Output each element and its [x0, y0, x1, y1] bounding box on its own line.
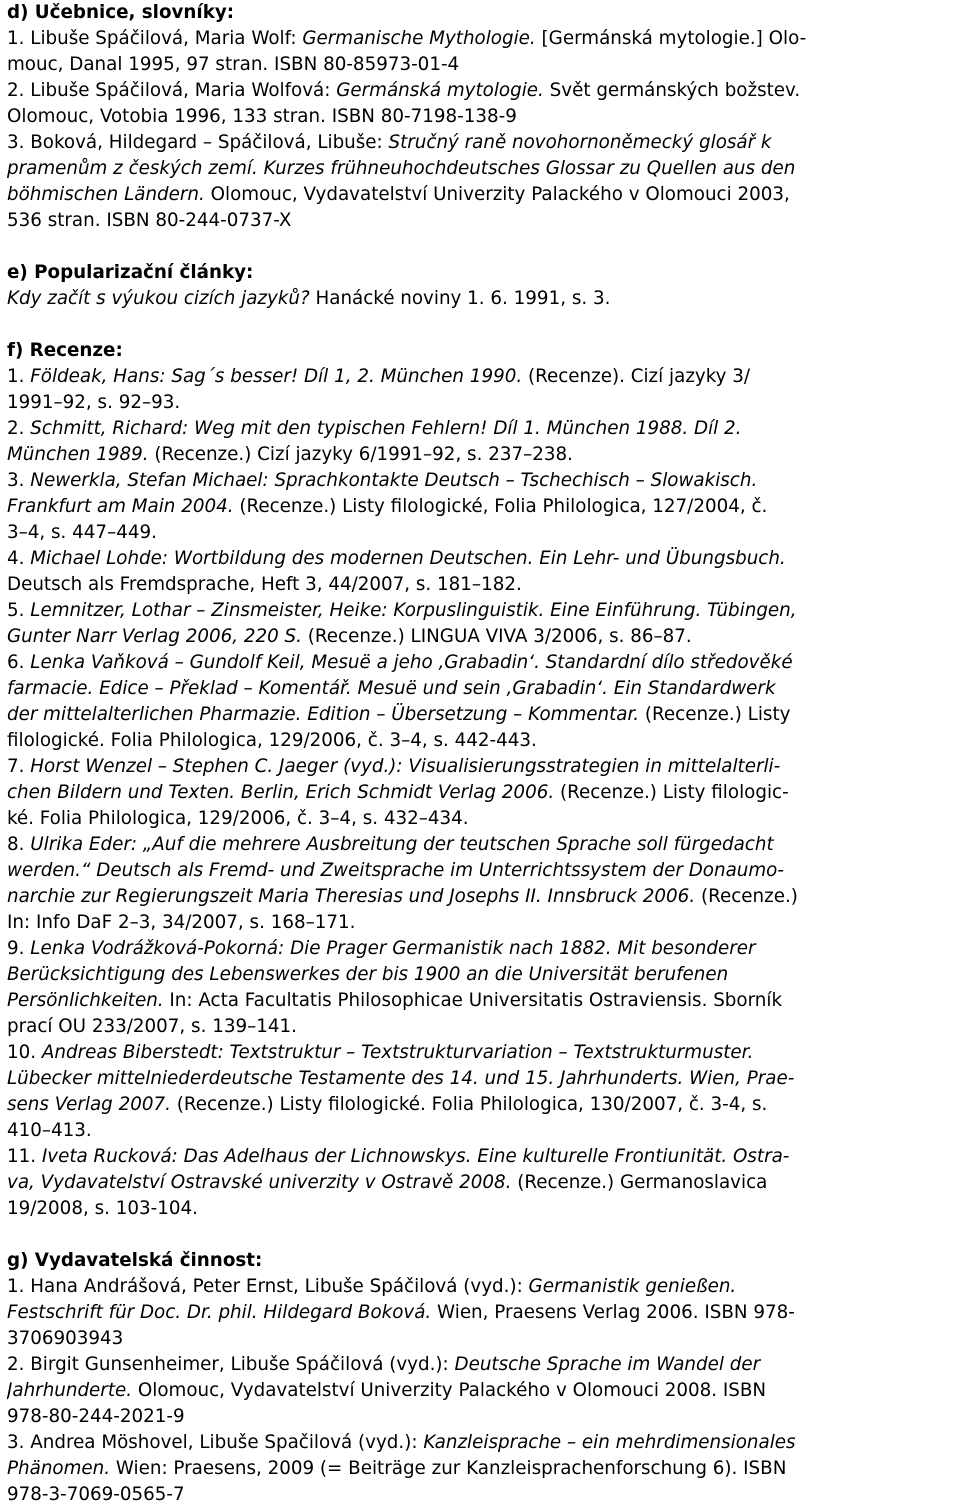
text-run: [Germánská mytologie.] Olo-: [535, 28, 807, 49]
italic-run: Festschrift für Doc. Dr. phil. Hildegard Boková.: [7, 1302, 432, 1323]
entry-line: [7, 1326, 952, 1352]
text-run: 1991–92, s. 92–93.: [7, 392, 181, 413]
text-run: 1.: [7, 366, 31, 387]
text-run: 6.: [7, 652, 31, 673]
entry-line: [7, 78, 952, 104]
text-run: 19/2008, s. 103-104.: [7, 1198, 198, 1219]
text-run: Hanácké noviny 1. 6. 1991, s. 3.: [309, 288, 611, 309]
italic-run: Lemnitzer, Lothar – Zinsmeister, Heike: Korpuslinguistik. Eine Einführung. Tübingen,: [30, 600, 797, 621]
text-run: (Recenze.) Listy filologic-: [554, 782, 789, 803]
text-run: prací OU 233/2007, s. 139–141.: [7, 1016, 297, 1037]
entry-line: [7, 26, 952, 52]
text-run: Olomouc, Vydavatelství Univerzity Palackého v Olomouci 2003,: [204, 184, 790, 205]
entry-line: [7, 1014, 952, 1040]
text-run: (Recenze.) Listy filologické. Folia Philologica, 130/2007, č. 3-4, s.: [170, 1094, 768, 1115]
spacer: [7, 234, 952, 260]
italic-run: va, Vydavatelství Ostravské univerzity v Ostravě 2008.: [7, 1172, 512, 1193]
entry-line: [7, 1118, 952, 1144]
entry-line: [7, 130, 952, 156]
entry-line: [7, 416, 952, 442]
entry-line: [7, 1378, 952, 1404]
entry-line: [7, 1170, 952, 1196]
text-run: In: Info DaF 2–3, 34/2007, s. 168–171.: [7, 912, 356, 933]
italic-run: Frankfurt am Main 2004.: [7, 496, 234, 517]
entry-line: [7, 520, 952, 546]
entry-line: [7, 52, 952, 78]
italic-run: Persönlichkeiten.: [7, 990, 164, 1011]
text-run: 10.: [7, 1042, 42, 1063]
entry-line: [7, 546, 952, 572]
section-textbooks: [7, 0, 952, 234]
italic-run: Deutsche Sprache im Wandel der: [454, 1354, 761, 1375]
italic-run: Kanzleisprache – ein mehrdimensionales: [423, 1432, 796, 1453]
entry-line: [7, 936, 952, 962]
italic-run: Horst Wenzel – Stephen C. Jaeger (vyd.): Visualisierungsstrategien in mittelalterli-: [30, 756, 781, 777]
text-run: 3.: [7, 470, 31, 491]
text-run: 3706903943: [7, 1328, 124, 1349]
section-heading: e) Popularizační články:: [7, 262, 254, 283]
entry-line: [7, 1300, 952, 1326]
spacer: [7, 1222, 952, 1248]
text-run: 11.: [7, 1146, 42, 1167]
text-run: (Recenze.) Cizí jazyky 6/1991–92, s. 237–238.: [148, 444, 573, 465]
entry-line: [7, 1144, 952, 1170]
text-run: (Recenze.) Listy filologické, Folia Philologica, 127/2004, č.: [233, 496, 768, 517]
italic-run: Kdy začít s výukou cizích jazyků?: [7, 288, 310, 309]
text-run: ké. Folia Philologica, 129/2006, č. 3–4, s. 432–434.: [7, 808, 469, 829]
text-run: (Recenze.) Listy: [639, 704, 791, 725]
text-run: 1. Hana Andrášová, Peter Ernst, Libuše Spáčilová (vyd.):: [7, 1276, 529, 1297]
text-run: 8.: [7, 834, 31, 855]
entry-line: [7, 1066, 952, 1092]
italic-run: pramenům z českých zemí. Kurzes frühneuhochdeutsches Glossar zu Quellen aus den: [7, 158, 796, 179]
text-run: 410–413.: [7, 1120, 92, 1141]
text-run: 3. Boková, Hildegard – Spáčilová, Libuše:: [7, 132, 389, 153]
text-run: (Recenze.): [695, 886, 798, 907]
section-heading: d) Učebnice, slovníky:: [7, 2, 235, 23]
italic-run: Newerkla, Stefan Michael: Sprachkontakte Deutsch – Tschechisch – Slowakisch.: [30, 470, 758, 491]
italic-run: der mittelalterlichen Pharmazie. Edition – Übersetzung – Kommentar.: [7, 704, 640, 725]
entry-line: [7, 598, 952, 624]
italic-run: Michael Lohde: Wortbildung des modernen Deutschen. Ein Lehr- und Übungsbuch.: [30, 548, 786, 569]
entry-line: [7, 728, 952, 754]
spacer: [7, 312, 952, 338]
italic-run: narchie zur Regierungszeit Maria Theresias und Josephs II. Innsbruck 2006.: [7, 886, 696, 907]
italic-run: Lenka Vodrážková-Pokorná: Die Prager Germanistik nach 1882. Mit besonderer: [30, 938, 756, 959]
italic-run: böhmischen Ländern.: [7, 184, 205, 205]
italic-run: Germánská mytologie.: [336, 80, 544, 101]
text-run: Olomouc, Vydavatelství Univerzity Palackého v Olomouci 2008. ISBN: [132, 1380, 767, 1401]
entry-line: [7, 182, 952, 208]
entry-line: [7, 754, 952, 780]
italic-run: chen Bildern und Texten. Berlin, Erich Schmidt Verlag 2006.: [7, 782, 555, 803]
text-run: Olomouc, Votobia 1996, 133 stran. ISBN 80-7198-138-9: [7, 106, 517, 127]
text-run: Deutsch als Fremdsprache, Heft 3, 44/2007, s. 181–182.: [7, 574, 522, 595]
entry-line: [7, 910, 952, 936]
text-run: 1. Libuše Spáčilová, Maria Wolf:: [7, 28, 303, 49]
entry-line: [7, 1404, 952, 1430]
entry-line: [7, 156, 952, 182]
text-run: 3. Andrea Möshovel, Libuše Spačilová (vyd.):: [7, 1432, 424, 1453]
entry-line: [7, 988, 952, 1014]
italic-run: Ulrika Eder: „Auf die mehrere Ausbreitung der teutschen Sprache soll fürgedacht: [30, 834, 774, 855]
italic-run: Schmitt, Richard: Weg mit den typischen Fehlern! Díl 1. München 1988. Díl 2.: [30, 418, 742, 439]
entry-line: [7, 1040, 952, 1066]
text-run: 7.: [7, 756, 31, 777]
text-run: Wien, Praesens Verlag 2006. ISBN 978-: [431, 1302, 795, 1323]
entry-line: [7, 468, 952, 494]
italic-run: Földeak, Hans: Sag´s besser! Díl 1, 2. München 1990.: [30, 366, 523, 387]
entry-line: [7, 1482, 952, 1508]
italic-run: Iveta Rucková: Das Adelhaus der Lichnowskys. Eine kulturelle Frontiunität. Ostra-: [41, 1146, 790, 1167]
text-run: 978-80-244-2021-9: [7, 1406, 185, 1427]
entry-line: [7, 1274, 952, 1300]
entry-line: [7, 1196, 952, 1222]
italic-run: sens Verlag 2007.: [7, 1094, 171, 1115]
text-run: 978-3-7069-0565-7: [7, 1484, 185, 1505]
italic-run: Phänomen.: [7, 1458, 111, 1479]
section-editorial-work: [7, 1248, 952, 1508]
text-run: 4.: [7, 548, 31, 569]
text-run: 536 stran. ISBN 80-244-0737-X: [7, 210, 292, 231]
italic-run: Stručný raně novohornoněmecký glosář k: [388, 132, 772, 153]
italic-run: Gunter Narr Verlag 2006, 220 S.: [7, 626, 302, 647]
entry-line: [7, 858, 952, 884]
section-heading: g) Vydavatelská činnost:: [7, 1250, 263, 1271]
entry-line: [7, 780, 952, 806]
entry-line: [7, 494, 952, 520]
text-run: (Recenze). Cizí jazyky 3/: [522, 366, 751, 387]
text-run: Wien: Praesens, 2009 (= Beiträge zur Kanzleisprachenforschung 6). ISBN: [110, 1458, 787, 1479]
italic-run: Berücksichtigung des Lebenswerkes der bis 1900 an die Universität berufenen: [7, 964, 729, 985]
entry-line: [7, 364, 952, 390]
text-run: In: Acta Facultatis Philosophicae Universitatis Ostraviensis. Sborník: [163, 990, 783, 1011]
entry-line: [7, 1430, 952, 1456]
text-run: 3–4, s. 447–449.: [7, 522, 157, 543]
text-run: 9.: [7, 938, 31, 959]
italic-run: Germanische Mythologie.: [302, 28, 536, 49]
italic-run: Lübecker mittelniederdeutsche Testamente des 14. und 15. Jahrhunderts. Wien, Prae-: [7, 1068, 795, 1089]
entry-line: [7, 806, 952, 832]
entry-line: [7, 1456, 952, 1482]
entry-line: [7, 572, 952, 598]
entry-line: [7, 832, 952, 858]
entry-line: [7, 962, 952, 988]
entry-line: [7, 390, 952, 416]
text-run: mouc, Danal 1995, 97 stran. ISBN 80-85973-01-4: [7, 54, 460, 75]
entry-line: [7, 1092, 952, 1118]
section-popular-articles: [7, 260, 952, 312]
text-run: 2.: [7, 418, 31, 439]
section-reviews: [7, 338, 952, 1222]
text-run: 2. Birgit Gunsenheimer, Libuše Spáčilová (vyd.):: [7, 1354, 455, 1375]
italic-run: werden.“ Deutsch als Fremd- und Zweitsprache im Unterrichtssystem der Donaumo-: [7, 860, 784, 881]
entry-line: [7, 442, 952, 468]
entry-line: [7, 884, 952, 910]
italic-run: Jahrhunderte.: [7, 1380, 133, 1401]
text-run: (Recenze.) Germanoslavica: [511, 1172, 768, 1193]
entry-line: [7, 624, 952, 650]
section-heading: f) Recenze:: [7, 340, 123, 361]
entry-line: [7, 1352, 952, 1378]
text-run: 2. Libuše Spáčilová, Maria Wolfová:: [7, 80, 337, 101]
text-run: filologické. Folia Philologica, 129/2006, č. 3–4, s. 442-443.: [7, 730, 537, 751]
text-run: (Recenze.) LINGUA VIVA 3/2006, s. 86–87.: [301, 626, 692, 647]
entry-line: [7, 104, 952, 130]
text-run: 5.: [7, 600, 31, 621]
italic-run: Germanistik genießen.: [528, 1276, 737, 1297]
entry-line: [7, 676, 952, 702]
italic-run: München 1989.: [7, 444, 149, 465]
entry-line: [7, 650, 952, 676]
italic-run: farmacie. Edice – Překlad – Komentář. Mesuë und sein ‚Grabadin‘. Ein Standardwerk: [7, 678, 776, 699]
text-run: Svět germánských božstev.: [543, 80, 801, 101]
entry-line: [7, 702, 952, 728]
italic-run: Lenka Vaňková – Gundolf Keil, Mesuë a jeho ‚Grabadin‘. Standardní dílo středověké: [30, 652, 793, 673]
entry-line: [7, 208, 952, 234]
italic-run: Andreas Biberstedt: Textstruktur – Textstrukturvariation – Textstrukturmuster.: [41, 1042, 754, 1063]
entry-line: [7, 286, 952, 312]
